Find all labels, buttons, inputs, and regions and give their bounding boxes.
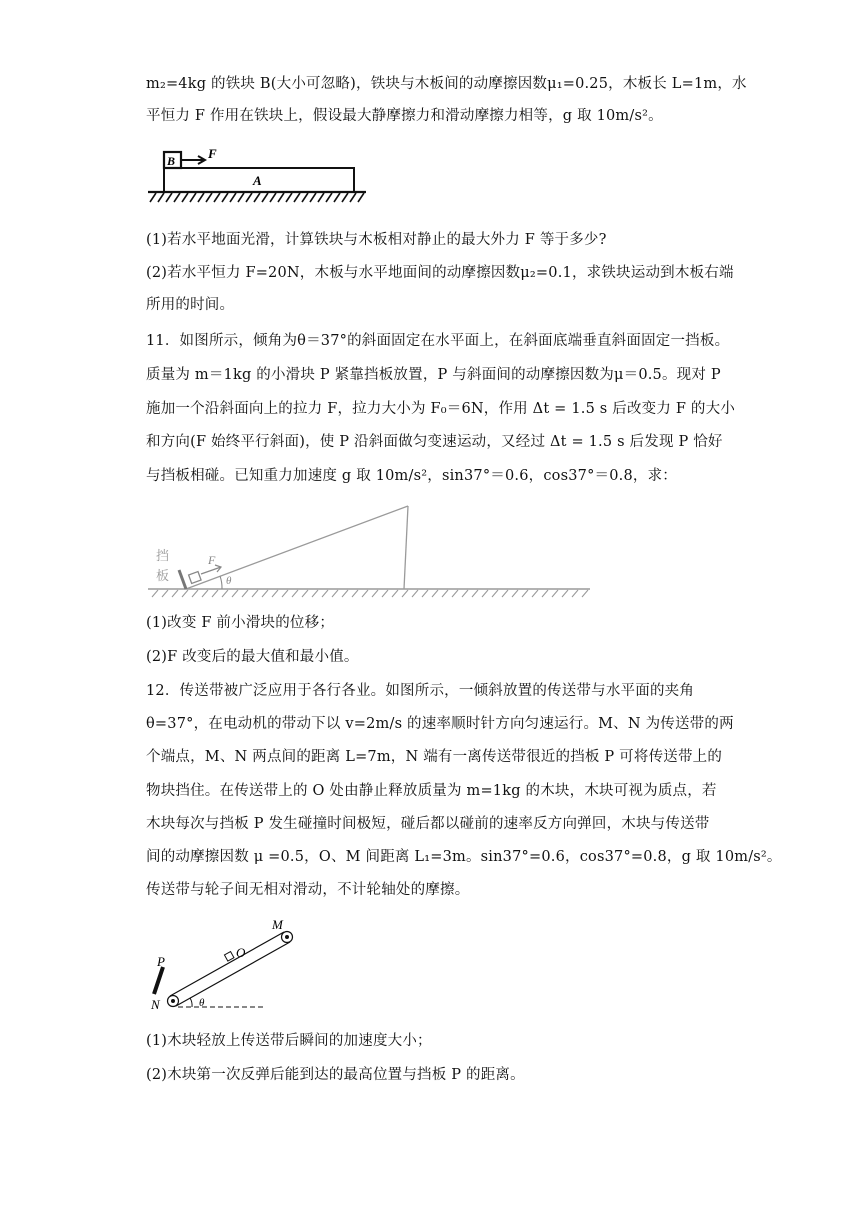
problem11-question2: (2)F 改变后的最大值和最小值。 — [146, 649, 359, 665]
problem12-line3: 个端点，M、N 两点间的距离 L=7m，N 端有一离传送带很近的挡板 P 可将传送带上的 — [146, 749, 723, 765]
label-ban: 板 — [156, 568, 170, 583]
angle-arc — [220, 576, 222, 589]
problem12-line1: 12．传送带被广泛应用于各行各业。如图所示，一倾斜放置的传送带与水平面的夹角 — [146, 683, 695, 699]
label-theta: θ — [226, 575, 232, 587]
belt-upper — [170, 932, 284, 996]
roller-n-axle — [172, 1000, 175, 1003]
problem12-question2: (2)木块第一次反弹后能到达的最高位置与挡板 P 的距离。 — [146, 1067, 525, 1083]
label-f: F — [208, 553, 216, 567]
problem12-line2: θ=37°，在电动机的带动下以 v=2m/s 的速率顺时针方向匀速运行。M、N 为传送带的两 — [146, 716, 734, 732]
problem12-line4: 物块挡住。在传送带上的 O 处由静止释放质量为 m=1kg 的木块，木块可视为质点，若 — [146, 783, 717, 799]
problem10-question2-line2: 所用的时间。 — [146, 297, 235, 313]
roller-m-axle — [286, 936, 289, 939]
ground-hatching — [150, 193, 364, 202]
label-m: M — [272, 917, 283, 932]
label-a: A — [253, 173, 262, 188]
label-b: B — [167, 154, 176, 168]
problem11-line3: 施加一个沿斜面向上的拉力 F，拉力大小为 F₀＝6N，作用 Δt = 1.5 s 后改变力 F 的大小 — [146, 401, 736, 417]
label-theta: θ — [199, 997, 205, 1009]
problem11-line5: 与挡板相碰。已知重力加速度 g 取 10m/s²，sin37°＝0.6，cos37°＝0.8，求： — [146, 468, 677, 484]
label-n: N — [151, 997, 160, 1012]
problem12-line7: 传送带与轮子间无相对滑动，不计轮轴处的摩擦。 — [146, 882, 470, 898]
problem12-question1: (1)木块轻放上传送带后瞬间的加速度大小； — [146, 1033, 432, 1049]
incline-surface — [186, 506, 408, 589]
problem11-line4: 和方向(F 始终平行斜面)，使 P 沿斜面做匀变速运动，又经过 Δt = 1.5 s 后发现 P 恰好 — [146, 434, 723, 450]
figure-incline-with-baffle — [146, 498, 596, 606]
problem10-intro-line2: 平恒力 F 作用在铁块上，假设最大静摩擦力和滑动摩擦力相等，g 取 10m/s²。 — [146, 108, 663, 124]
slider-p-shape — [189, 572, 201, 584]
label-f: F — [208, 146, 217, 161]
problem10-question2-line1: (2)若水平恒力 F=20N，木板与水平地面间的动摩擦因数μ₂=0.1，求铁块运动到木板右端 — [146, 265, 734, 281]
problem11-line2: 质量为 m＝1kg 的小滑块 P 紧靠挡板放置，P 与斜面间的动摩擦因数为μ＝0.5。现对 P — [146, 367, 721, 383]
baffle-p — [154, 967, 163, 994]
problem11-question1: (1)改变 F 前小滑块的位移； — [146, 615, 335, 631]
problem10-question1: (1)若水平地面光滑，计算铁块与木板相对静止的最大外力 F 等于多少? — [146, 232, 607, 248]
baffle — [179, 570, 186, 589]
figure-conveyor-belt — [146, 912, 316, 1018]
label-o: O — [236, 945, 246, 960]
belt-lower — [176, 942, 290, 1006]
figure-block-on-board — [146, 140, 376, 212]
ground-hatching — [152, 590, 588, 597]
label-dang: 挡 — [156, 548, 170, 563]
block-o — [224, 952, 234, 962]
angle-arc — [190, 998, 192, 1007]
problem10-intro-line1: m₂=4kg 的铁块 B(大小可忽略)，铁块与木板间的动摩擦因数μ₁=0.25，木板长 L=1m，水 — [146, 76, 747, 92]
incline-height — [404, 506, 408, 589]
label-p: P — [157, 954, 165, 969]
problem12-line5: 木块每次与挡板 P 发生碰撞时间极短，碰后都以碰前的速率反方向弹回，木块与传送带 — [146, 816, 710, 832]
problem12-line6: 间的动摩擦因数 μ =0.5，O、M 间距离 L₁=3m。sin37°=0.6，cos37°=0.8，g 取 10m/s²。 — [146, 849, 782, 865]
problem11-line1: 11．如图所示，倾角为θ＝37°的斜面固定在水平面上，在斜面底端垂直斜面固定一挡板。 — [146, 333, 730, 349]
